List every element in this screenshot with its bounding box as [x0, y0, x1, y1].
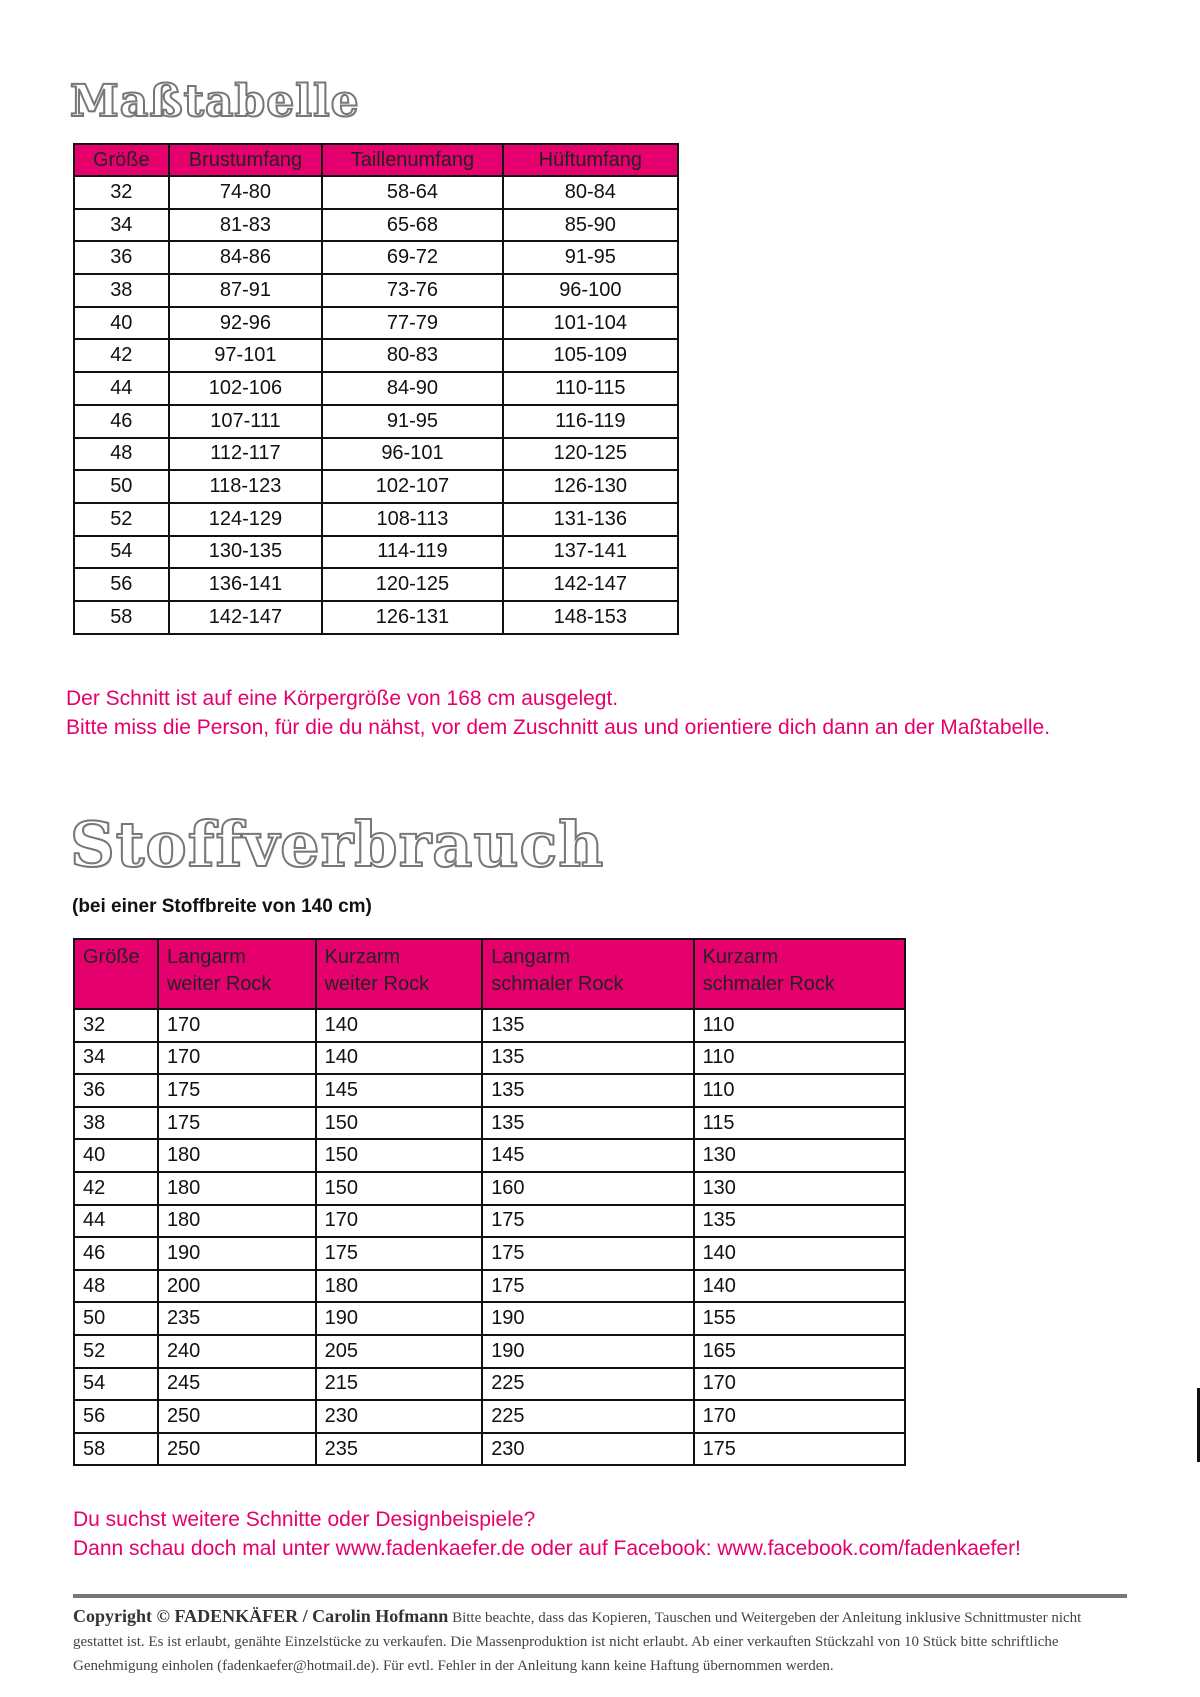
- table-row: [74, 1302, 905, 1335]
- table-cell: 135: [694, 1205, 905, 1238]
- table-cell: 56: [74, 568, 169, 601]
- table-cell: 140: [694, 1237, 905, 1270]
- table-cell: 135: [482, 1074, 693, 1107]
- table-cell: 180: [158, 1172, 316, 1205]
- table-cell: 101-104: [503, 307, 678, 340]
- table-cell: 140: [316, 1042, 483, 1075]
- table-cell: 44: [74, 1205, 158, 1238]
- stoffverbrauch-heading: Stoffverbrauch: [70, 808, 605, 881]
- table-cell: 170: [694, 1400, 905, 1433]
- table-cell: 97-101: [169, 339, 323, 372]
- table-cell: 170: [316, 1205, 483, 1238]
- column-header-brustumfang: Brustumfang: [169, 144, 323, 176]
- table-cell: 36: [74, 241, 169, 274]
- table-cell: 108-113: [322, 503, 502, 536]
- table-row: [74, 1335, 905, 1368]
- table-cell: 115: [694, 1107, 905, 1140]
- table-cell: 205: [316, 1335, 483, 1368]
- table-cell: 150: [316, 1172, 483, 1205]
- table-cell: 54: [74, 536, 169, 569]
- column-header-groesse: Größe: [74, 939, 158, 1009]
- column-header-groesse: Größe: [74, 144, 169, 176]
- note-line: Dann schau doch mal unter www.fadenkaefer.de oder auf Facebook: www.facebook.com/fadenkaefer!: [73, 1537, 1021, 1560]
- table-cell: 69-72: [322, 241, 502, 274]
- table-cell: 235: [158, 1302, 316, 1335]
- table-cell: 107-111: [169, 405, 323, 438]
- table-cell: 150: [316, 1139, 483, 1172]
- table-cell: 180: [158, 1139, 316, 1172]
- table-cell: 96-101: [322, 438, 502, 471]
- table-cell: 126-130: [503, 470, 678, 503]
- table-cell: 170: [694, 1368, 905, 1401]
- table-cell: 52: [74, 1335, 158, 1368]
- table-cell: 48: [74, 438, 169, 471]
- masstabelle-table: [73, 143, 679, 635]
- note-line: Du suchst weitere Schnitte oder Designbeispiele?: [73, 1508, 536, 1531]
- table-cell: 32: [74, 1009, 158, 1042]
- table-row: [74, 470, 678, 503]
- table-cell: 240: [158, 1335, 316, 1368]
- column-header-taillenumfang: Taillenumfang: [322, 144, 502, 176]
- table-cell: 180: [316, 1270, 483, 1303]
- table-cell: 116-119: [503, 405, 678, 438]
- table-cell: 215: [316, 1368, 483, 1401]
- table-cell: 84-90: [322, 372, 502, 405]
- table-cell: 225: [482, 1368, 693, 1401]
- copyright-label: Copyright © FADENKÄFER / Carolin Hofmann: [73, 1606, 449, 1626]
- table-cell: 118-123: [169, 470, 323, 503]
- table-cell: 190: [482, 1335, 693, 1368]
- table-row: [74, 176, 678, 209]
- table-row: [74, 1042, 905, 1075]
- table-cell: 190: [316, 1302, 483, 1335]
- table-cell: 175: [158, 1107, 316, 1140]
- table-cell: 44: [74, 372, 169, 405]
- stoffverbrauch-table: [73, 938, 906, 1466]
- table-cell: 110: [694, 1009, 905, 1042]
- table-row: [74, 1368, 905, 1401]
- table-cell: 91-95: [322, 405, 502, 438]
- column-header-langarm-schmaler-rock: Langarm schmaler Rock: [482, 939, 693, 1009]
- table-cell: 34: [74, 209, 169, 242]
- table-cell: 165: [694, 1335, 905, 1368]
- table-cell: 74-80: [169, 176, 323, 209]
- table-row: [74, 339, 678, 372]
- table-cell: 140: [316, 1009, 483, 1042]
- table-row: [74, 1107, 905, 1140]
- table-cell: 130-135: [169, 536, 323, 569]
- table-cell: 42: [74, 339, 169, 372]
- table-row: [74, 1400, 905, 1433]
- table-cell: 175: [482, 1205, 693, 1238]
- table-cell: 84-86: [169, 241, 323, 274]
- table-cell: 38: [74, 1107, 158, 1140]
- table-cell: 135: [482, 1042, 693, 1075]
- table-cell: 38: [74, 274, 169, 307]
- table-header-row: [74, 144, 678, 176]
- table-cell: 175: [482, 1237, 693, 1270]
- table-cell: 50: [74, 470, 169, 503]
- table-cell: 160: [482, 1172, 693, 1205]
- table-cell: 110: [694, 1042, 905, 1075]
- table-cell: 180: [158, 1205, 316, 1238]
- table-row: [74, 307, 678, 340]
- table-row: [74, 438, 678, 471]
- table-cell: 112-117: [169, 438, 323, 471]
- column-header-langarm-weiter-rock: Langarm weiter Rock: [158, 939, 316, 1009]
- table-cell: 81-83: [169, 209, 323, 242]
- footer-divider: [73, 1594, 1127, 1598]
- table-cell: 124-129: [169, 503, 323, 536]
- table-row: [74, 1074, 905, 1107]
- copyright-text: Bitte beachte, dass das Kopieren, Tauschen und Weitergeben der Anleitung inklusive Schnittmuster nicht gestattet ist. Es ist erlaubt, genähte Einzelstücke zu verkaufen. Die Massenproduktion ist nicht erlaubt. Ab einer verkauften Stückzahl von 10 Stück bitte schriftliche Genehmigung einholen (fadenkaefer@hotmail.de). Für evtl. Fehler in der Anleitung kann keine Haftung übernommen werden.: [73, 1610, 1082, 1674]
- table-cell: 175: [482, 1270, 693, 1303]
- table-cell: 190: [482, 1302, 693, 1335]
- table-cell: 145: [316, 1074, 483, 1107]
- table-row: [74, 1009, 905, 1042]
- table-cell: 150: [316, 1107, 483, 1140]
- table-cell: 87-91: [169, 274, 323, 307]
- table-row: [74, 1237, 905, 1270]
- table-cell: 50: [74, 1302, 158, 1335]
- table-cell: 142-147: [503, 568, 678, 601]
- table-cell: 80-83: [322, 339, 502, 372]
- table-cell: 135: [482, 1009, 693, 1042]
- table-cell: 120-125: [503, 438, 678, 471]
- table-cell: 131-136: [503, 503, 678, 536]
- table-cell: 54: [74, 1368, 158, 1401]
- table-row: [74, 372, 678, 405]
- table-row: [74, 503, 678, 536]
- table-cell: 245: [158, 1368, 316, 1401]
- table-header-row: [74, 939, 905, 1009]
- table-cell: 34: [74, 1042, 158, 1075]
- table-cell: 48: [74, 1270, 158, 1303]
- table-cell: 230: [316, 1400, 483, 1433]
- table-cell: 225: [482, 1400, 693, 1433]
- masstabelle-heading: Maßtabelle: [70, 76, 360, 127]
- table-cell: 250: [158, 1400, 316, 1433]
- table-cell: 175: [316, 1237, 483, 1270]
- table-cell: 235: [316, 1433, 483, 1466]
- table-cell: 73-76: [322, 274, 502, 307]
- table-cell: 135: [482, 1107, 693, 1140]
- table-row: [74, 568, 678, 601]
- table-cell: 58: [74, 1433, 158, 1466]
- table-row: [74, 1433, 905, 1466]
- table-cell: 52: [74, 503, 169, 536]
- note-line: Bitte miss die Person, für die du nähst, vor dem Zuschnitt aus und orientiere dich dann an der Maßtabelle.: [66, 716, 1051, 739]
- table-cell: 200: [158, 1270, 316, 1303]
- table-cell: 56: [74, 1400, 158, 1433]
- table-row: [74, 209, 678, 242]
- table-cell: 46: [74, 1237, 158, 1270]
- table-cell: 96-100: [503, 274, 678, 307]
- note-line: Der Schnitt ist auf eine Körpergröße von 168 cm ausgelegt.: [66, 687, 619, 710]
- table-cell: 190: [158, 1237, 316, 1270]
- table-cell: 175: [694, 1433, 905, 1466]
- table-cell: 102-107: [322, 470, 502, 503]
- table-cell: 58: [74, 601, 169, 634]
- table-cell: 130: [694, 1172, 905, 1205]
- table-cell: 65-68: [322, 209, 502, 242]
- table-cell: 110-115: [503, 372, 678, 405]
- table-cell: 126-131: [322, 601, 502, 634]
- table-row: [74, 1270, 905, 1303]
- table-cell: 46: [74, 405, 169, 438]
- stoffbreite-subheading: (bei einer Stoffbreite von 140 cm): [72, 896, 372, 917]
- table-cell: 136-141: [169, 568, 323, 601]
- table-row: [74, 1172, 905, 1205]
- table-cell: 40: [74, 1139, 158, 1172]
- table-cell: 32: [74, 176, 169, 209]
- table-cell: 230: [482, 1433, 693, 1466]
- table-cell: 250: [158, 1433, 316, 1466]
- table-cell: 145: [482, 1139, 693, 1172]
- table-cell: 170: [158, 1009, 316, 1042]
- table-cell: 142-147: [169, 601, 323, 634]
- table-cell: 91-95: [503, 241, 678, 274]
- column-header-kurzarm-weiter-rock: Kurzarm weiter Rock: [316, 939, 483, 1009]
- table-cell: 102-106: [169, 372, 323, 405]
- table-row: [74, 405, 678, 438]
- table-cell: 42: [74, 1172, 158, 1205]
- table-row: [74, 1205, 905, 1238]
- table-row: [74, 536, 678, 569]
- table-cell: 85-90: [503, 209, 678, 242]
- table-cell: 105-109: [503, 339, 678, 372]
- table-row: [74, 1139, 905, 1172]
- table-cell: 137-141: [503, 536, 678, 569]
- table-cell: 140: [694, 1270, 905, 1303]
- table-cell: 80-84: [503, 176, 678, 209]
- table-cell: 40: [74, 307, 169, 340]
- table-cell: 130: [694, 1139, 905, 1172]
- table-cell: 114-119: [322, 536, 502, 569]
- column-header-kurzarm-schmaler-rock: Kurzarm schmaler Rock: [694, 939, 905, 1009]
- table-cell: 36: [74, 1074, 158, 1107]
- table-cell: 148-153: [503, 601, 678, 634]
- column-header-hueftumfang: Hüftumfang: [503, 144, 678, 176]
- table-cell: 120-125: [322, 568, 502, 601]
- table-row: [74, 601, 678, 634]
- table-row: [74, 241, 678, 274]
- table-cell: 92-96: [169, 307, 323, 340]
- copyright-footer: [73, 1604, 1133, 1678]
- table-row: [74, 274, 678, 307]
- table-cell: 155: [694, 1302, 905, 1335]
- table-cell: 58-64: [322, 176, 502, 209]
- table-cell: 110: [694, 1074, 905, 1107]
- links-note: [73, 1505, 1021, 1563]
- table-cell: 170: [158, 1042, 316, 1075]
- schnitt-note: [66, 684, 1050, 742]
- table-cell: 77-79: [322, 307, 502, 340]
- table-cell: 175: [158, 1074, 316, 1107]
